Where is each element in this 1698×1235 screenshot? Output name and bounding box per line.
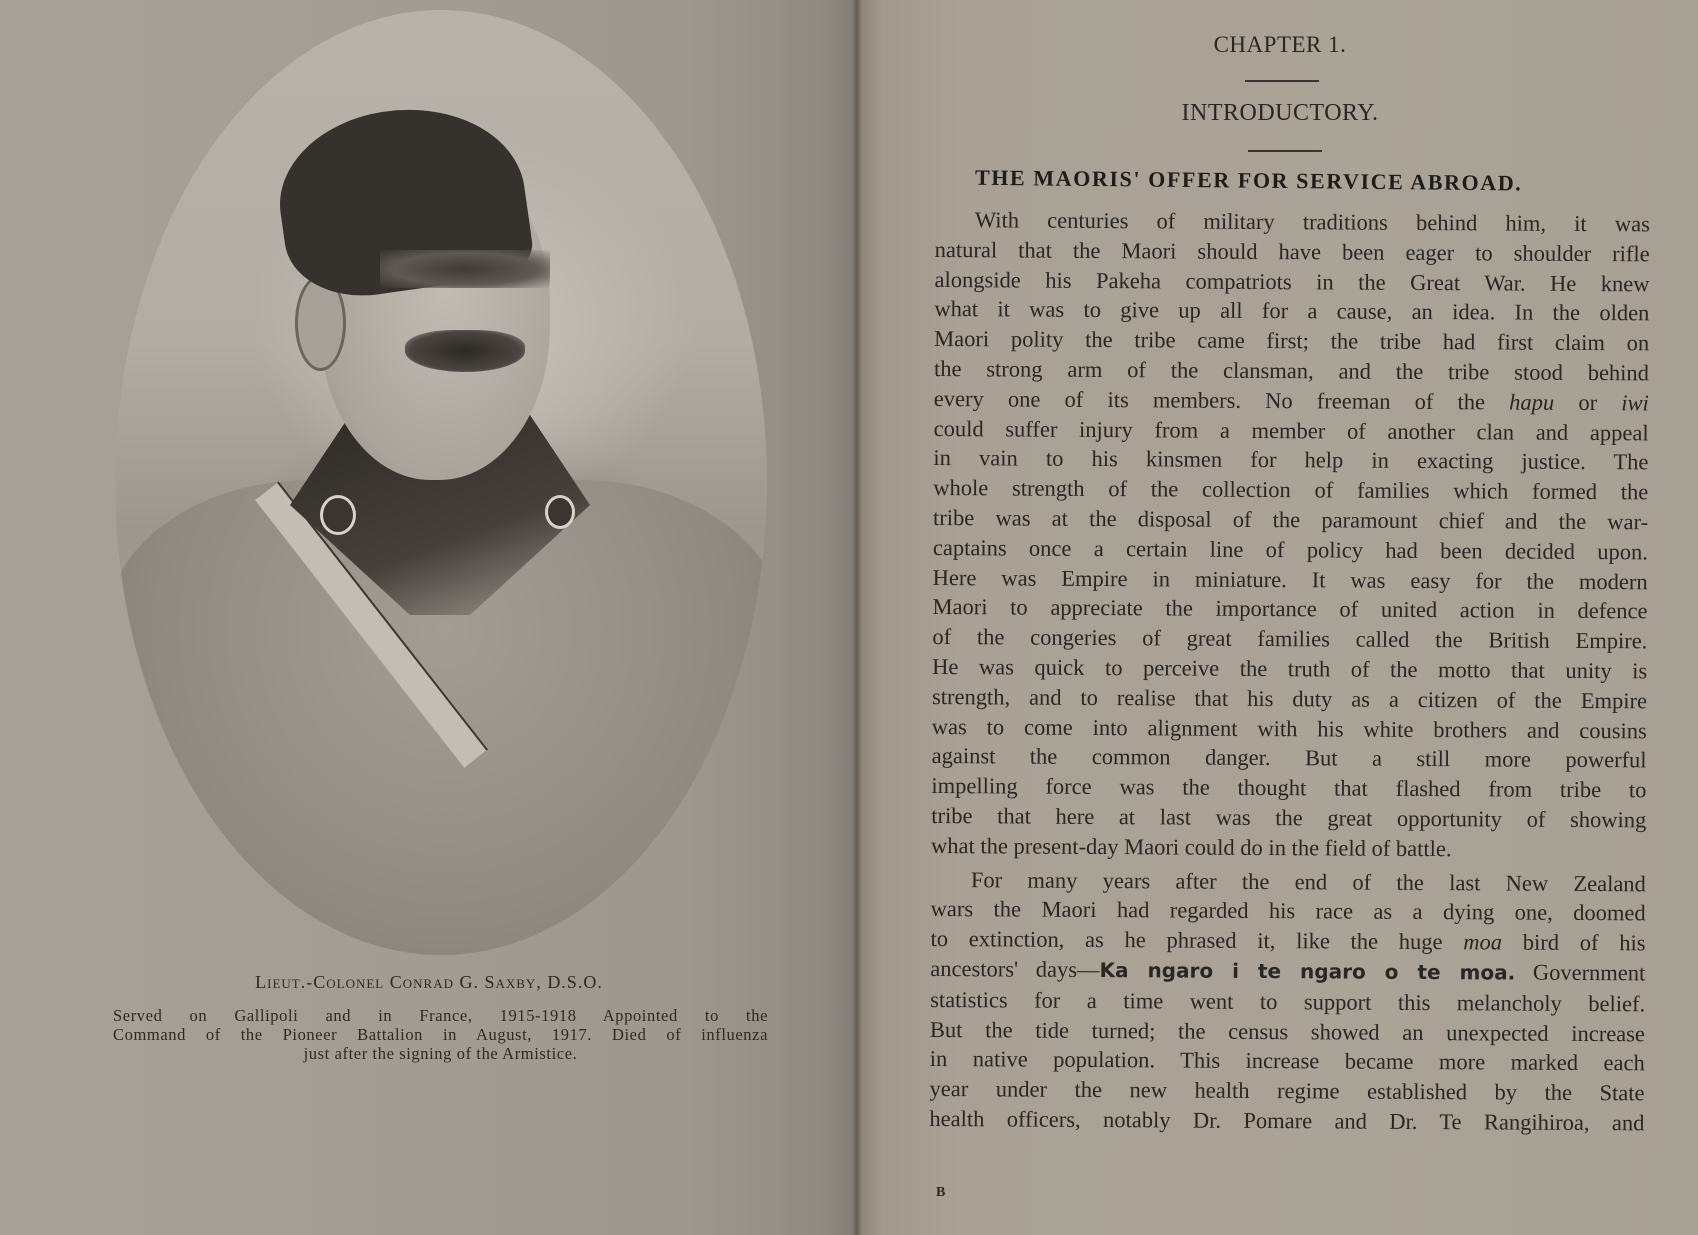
chapter-heading: THE MAORIS' OFFER FOR SERVICE ABROAD. [974,164,1523,196]
italic-word: iwi [1621,389,1649,416]
text-line: year under the new health regime established by the State [929,1076,1645,1106]
paragraph-2 [929,865,1646,1139]
text-line: With centuries of military traditions behind him, it was [974,207,1650,237]
text-line: For many years after the end of the last New Zealand [970,866,1646,896]
plate-caption-body [113,1006,768,1063]
text-line: against the common danger. But a still more powerful [931,743,1647,773]
chapter-body [929,205,1650,1138]
text-fragment: or [1554,389,1622,415]
signature-mark: B [936,1185,946,1200]
text-line: He was quick to perceive the truth of the motto that unity is [932,653,1648,684]
text-line [930,954,1645,989]
caption-line: just after the signing of the Armistice. [303,1044,578,1063]
text-line: what it was to give up all for a cause, an idea. In the olden [934,296,1650,326]
italic-word: hapu [1509,389,1555,415]
text-line: Here was Empire in miniature. It was easy for the modern [932,564,1648,594]
text-line: was to come into alignment with his white brothers and cousins [931,713,1647,743]
text-line: statistics for a time went to support this melancholy belief. [930,986,1646,1017]
text-line: impelling force was the thought that flashed from tribe to [931,773,1647,803]
text-fragment: every one of its members. No freeman of the [933,385,1510,415]
text-line: what the present-day Maori could do in the field of battle. [931,832,1452,861]
portrait-moustache [405,330,525,372]
chapter-rule [1245,80,1319,82]
text-fragment: to extinction, as he phrased it, like the huge [930,926,1464,955]
text-line: Maori polity the tribe came first; the tribe had first claim on [934,326,1650,356]
section-title: INTRODUCTORY. [1181,100,1379,126]
caption-line: Command of the Pioneer Battalion in August, 1917. Died of influenza [113,1025,768,1044]
caption-line: Served on Gallipoli and in France, 1915-1918 Appointed to the [113,1006,768,1025]
maori-proverb: Ka ngaro i te ngaro o te moa. [1099,957,1516,985]
text-line [930,924,1645,958]
text-line: health officers, notably Dr. Pomare and Dr. Te Rangihiroa, and [929,1105,1645,1136]
text-line: But the tide turned; the census showed an unexpected increase [929,1016,1646,1046]
collar-badge-left [320,495,356,535]
text-line: natural that the Maori should have been eager to shoulder rifle [934,236,1650,267]
text-line: tribe that here at last was the great opportunity of showing [931,802,1647,833]
section-rule [1248,150,1322,152]
text-line: could suffer injury from a member of another clan and appeal [933,415,1649,445]
text-line: captains once a certain line of policy had been decided upon. [932,534,1648,565]
text-line: alongside his Pakeha compatriots in the Great War. He knew [934,266,1650,296]
text-line: whole strength of the collection of families which formed the [933,475,1649,505]
text-line: strength, and to realise that his duty as a citizen of the Empire [931,683,1648,714]
text-line [934,384,1649,418]
italic-word: moa [1463,929,1503,955]
text-line: wars the Maori had regarded his race as a dying one, doomed [930,896,1646,926]
chapter-number: CHAPTER 1. [1213,32,1347,57]
text-fragment: Government [1515,959,1646,986]
text-line: the strong arm of the clansman, and the tribe stood behind [933,355,1650,386]
book-spine-gutter [852,0,862,1235]
portrait-eyes [380,250,550,288]
portrait-plate [115,10,767,955]
text-line: in vain to his kinsmen for help in exacting justice. The [933,445,1649,475]
paragraph-1 [931,205,1650,865]
text-fragment: ancestors' days— [930,955,1100,982]
text-line: of the congeries of great families called the British Empire. [932,624,1648,654]
text-line: Maori to appreciate the importance of united action in defence [932,594,1648,624]
text-line: in native population. This increase became more marked each [929,1046,1645,1076]
text-line: tribe was at the disposal of the paramount chief and the war- [933,504,1649,535]
collar-badge-right [545,495,575,529]
plate-caption-title: Lieut.-Colonel Conrad G. Saxby, D.S.O. [255,972,603,992]
text-fragment: bird of his [1501,929,1646,956]
